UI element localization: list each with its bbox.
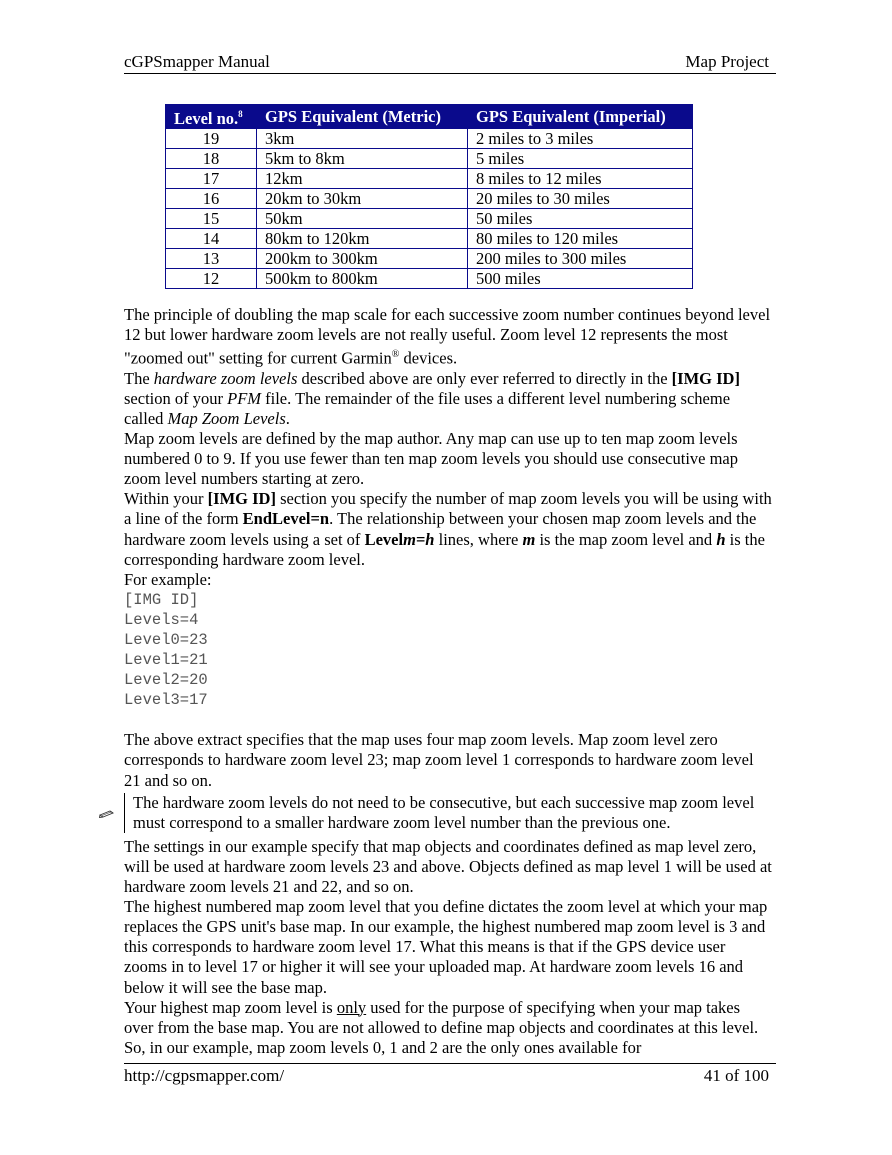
table-row — [166, 229, 693, 249]
code-line: Levels=4 — [124, 610, 199, 629]
table-row — [166, 269, 693, 289]
paragraph-map-zoom-levels: Map zoom levels are defined by the map author. Any map can use up to ten map zoom levels numbered 0 to 9. If you use fewer than ten map zoom levels you should use consecutive map zoom level numbers starting at zero. — [124, 429, 739, 489]
cell-level: 15 — [166, 209, 257, 229]
paragraph-highest-level: The highest numbered map zoom level that you define dictates the zoom level at which your map replaces the GPS unit's base map. In our example, the highest numbered map zoom level is 3 and this corresponds to hardware zoom level 17. What this means is that if the GPS device user zooms in to level 17 or higher it will see your uploaded map. At hardware zoom levels 16 and below it will see the base map. — [124, 897, 768, 997]
code-line: Level1=21 — [124, 651, 208, 670]
cell-metric: 80km to 120km — [257, 229, 468, 249]
cell-level: 16 — [166, 189, 257, 209]
pen-icon — [99, 805, 115, 821]
paragraph-principle: The principle of doubling the map scale for each successive zoom number continues beyond level 12 but lower hardware zoom levels are not really useful. Zoom level 12 represents the most "zoomed out" setting for current Garmin® devices. — [124, 305, 771, 368]
code-line: Level3=17 — [124, 691, 208, 710]
paragraph-extract: The above extract specifies that the map uses four map zoom levels. Map zoom level zero corresponds to hardware zoom level 23; map zoom level 1 corresponds to hardware zoom level 21 and so on. — [124, 730, 754, 790]
code-example — [124, 590, 772, 711]
cell-metric: 500km to 800km — [257, 269, 468, 289]
page-footer — [124, 1063, 776, 1085]
table-header-level: Level no.$^8$ — [166, 105, 257, 129]
footer-url: http://cgpsmapper.com/ — [124, 1066, 285, 1085]
cell-imperial: 20 miles to 30 miles — [468, 189, 693, 209]
table-row — [166, 209, 693, 229]
paragraph-img-id: Within your [IMG ID] section you specify the number of map zoom levels you will be using with a line of the form EndLevel=n. The relationship between your chosen map zoom levels and the hardware zoom levels using a set of Levelm=h lines, where m is the map zoom level and h is the corresponding hardware zoom level. — [124, 489, 772, 569]
page-header — [124, 52, 776, 74]
cell-imperial: 2 miles to 3 miles — [468, 129, 693, 149]
cell-level: 18 — [166, 149, 257, 169]
table-header-imperial: GPS Equivalent (Imperial) — [468, 105, 693, 129]
table-header-metric: GPS Equivalent (Metric) — [257, 105, 468, 129]
cell-imperial: 80 miles to 120 miles — [468, 229, 693, 249]
paragraph-only: Your highest map zoom level is only used for the purpose of specifying when your map takes over from the base map. You are not allowed to define map objects and coordinates at this level. So, in our example, map zoom levels 0, 1 and 2 are the only ones available for — [124, 997, 759, 1057]
cell-level: 12 — [166, 269, 257, 289]
cell-metric: 3km — [257, 129, 468, 149]
footnote-mark: 8 — [238, 109, 243, 119]
header-section: Map Project — [685, 52, 769, 71]
document-body — [124, 305, 772, 1058]
cell-level: 13 — [166, 249, 257, 269]
cell-metric: 50km — [257, 209, 468, 229]
table-body — [166, 129, 693, 289]
cell-imperial: 50 miles — [468, 209, 693, 229]
paragraph-hardware-zoom: The hardware zoom levels described above are only ever referred to directly in the [IMG ID] section of your PFM file. The remainder of the file uses a different level numbering scheme called Map Zoom Levels. — [124, 368, 740, 428]
table-row — [166, 129, 693, 149]
cell-metric: 200km to 300km — [257, 249, 468, 269]
page-number: 41 of 100 — [703, 1066, 769, 1085]
zoom-level-table — [165, 104, 693, 289]
note-text: The hardware zoom levels do not need to be consecutive, but each successive map zoom level must correspond to a smaller hardware zoom level number than the previous one. — [133, 792, 755, 832]
paragraph-for-example: For example: — [124, 569, 212, 589]
cell-imperial: 8 miles to 12 miles — [468, 169, 693, 189]
cell-level: 19 — [166, 129, 257, 149]
cell-imperial: 5 miles — [468, 149, 693, 169]
cell-imperial: 500 miles — [468, 269, 693, 289]
cell-metric: 20km to 30km — [257, 189, 468, 209]
table-row — [166, 169, 693, 189]
header-title: cGPSmapper Manual — [124, 52, 270, 71]
cell-metric: 12km — [257, 169, 468, 189]
table-row — [166, 189, 693, 209]
cell-imperial: 200 miles to 300 miles — [468, 249, 693, 269]
table-row — [166, 149, 693, 169]
table-header-row — [166, 105, 693, 129]
table-row — [166, 249, 693, 269]
code-line: [IMG ID] — [124, 590, 199, 609]
code-line: Level2=20 — [124, 671, 208, 690]
code-line: Level0=23 — [124, 631, 208, 649]
cell-metric: 5km to 8km — [257, 149, 468, 169]
cell-level: 17 — [166, 169, 257, 189]
cell-level: 14 — [166, 229, 257, 249]
note-box — [124, 793, 765, 833]
paragraph-settings: The settings in our example specify that map objects and coordinates defined as map level zero, will be used at hardware zoom levels 23 and above. Objects defined as map level 1 will be used at hardware zoom levels 21 and 22, and so on. — [124, 836, 772, 897]
